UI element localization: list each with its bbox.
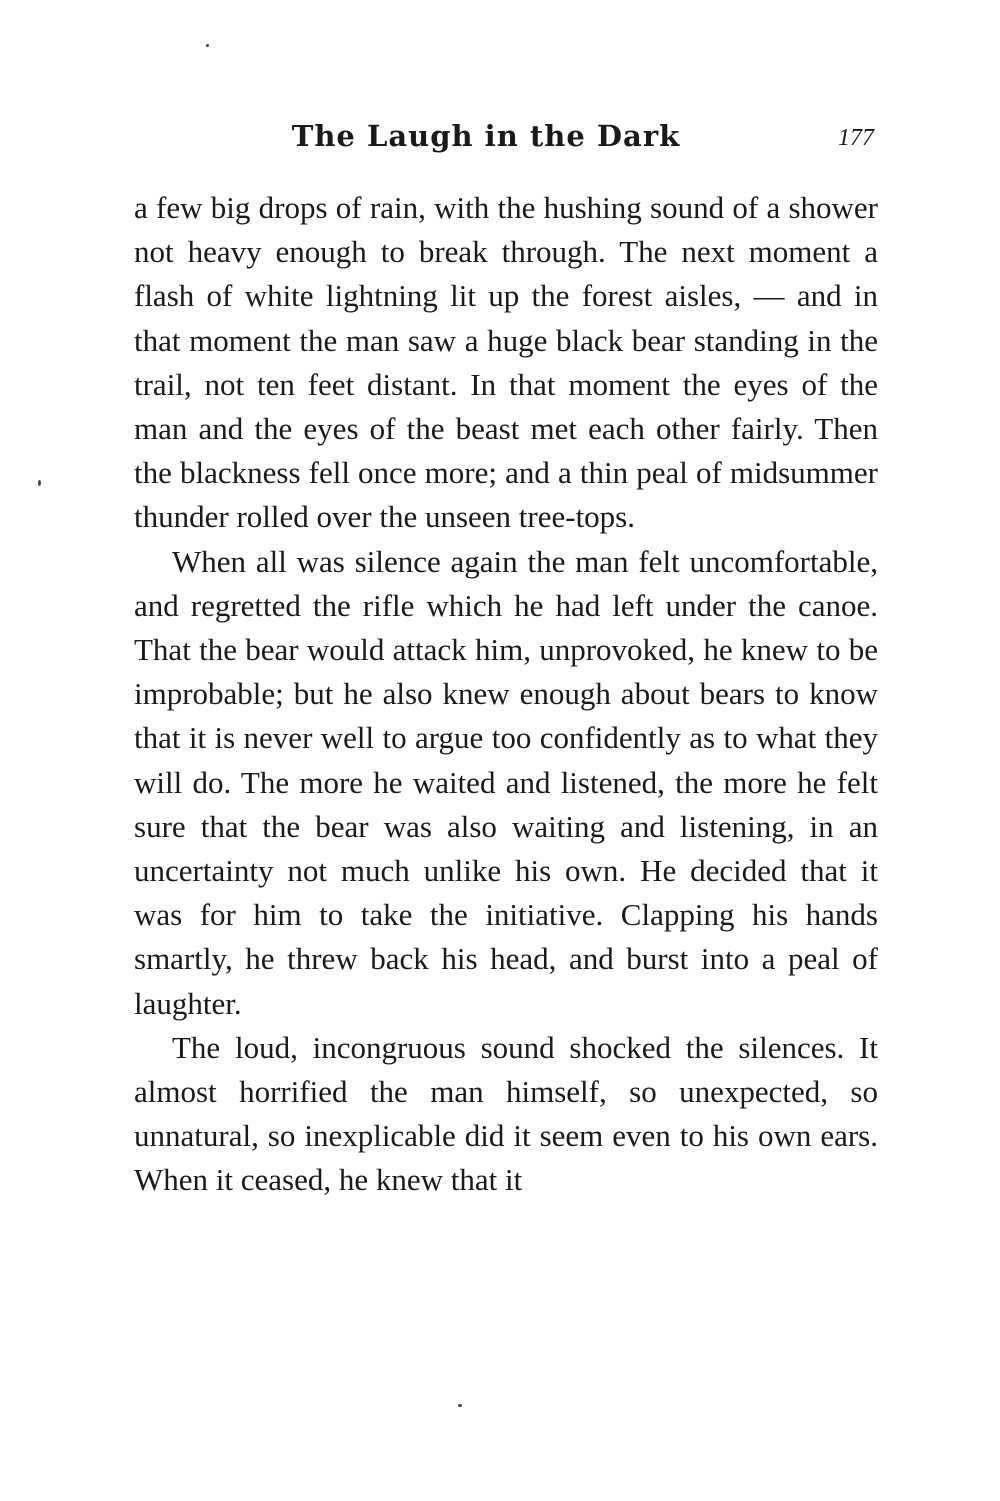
page-number: 177 <box>838 125 874 151</box>
paragraph-1: a few big drops of rain, with the hushing sound of a shower not heavy enough to break through. The next moment a flash of white lightning lit up the forest aisles, — and in that moment the man saw a huge black bear standing in the trail, not ten feet distant. In that moment the eyes of the man and the eyes of the beast met each other fairly. Then the blackness fell once more; and a thin peal of midsummer thunder rolled over the unseen tree-tops. <box>134 190 878 535</box>
paragraph-2: When all was silence again the man felt uncomfortable, and regretted the rifle which he had left under the canoe. That the bear would attack him, unprovoked, he knew to be improbable; but he also knew enough about bears to know that it is never well to argue too confidently as to what they will do. The more he waited and listened, the more he felt sure that the bear was also waiting and listening, in an uncertainty not much unlike his own. He decided that it was for him to take the initiative. Clapping his hands smartly, he threw back his head, and burst into a peal of laughter. <box>134 543 878 1021</box>
paragraph-3: The loud, incongruous sound shocked the silences. It almost horrified the man himself, so unexpected, so unnatural, so inexplicable did it seem even to his own ears. When it ceased, he knew that it <box>134 1029 878 1198</box>
running-head: The Laugh in the Dark <box>291 119 681 153</box>
paper-speck <box>206 44 209 47</box>
body-text <box>134 186 878 1203</box>
paper-speck <box>38 480 41 486</box>
paper-speck <box>458 1404 462 1407</box>
page-header <box>134 114 878 158</box>
